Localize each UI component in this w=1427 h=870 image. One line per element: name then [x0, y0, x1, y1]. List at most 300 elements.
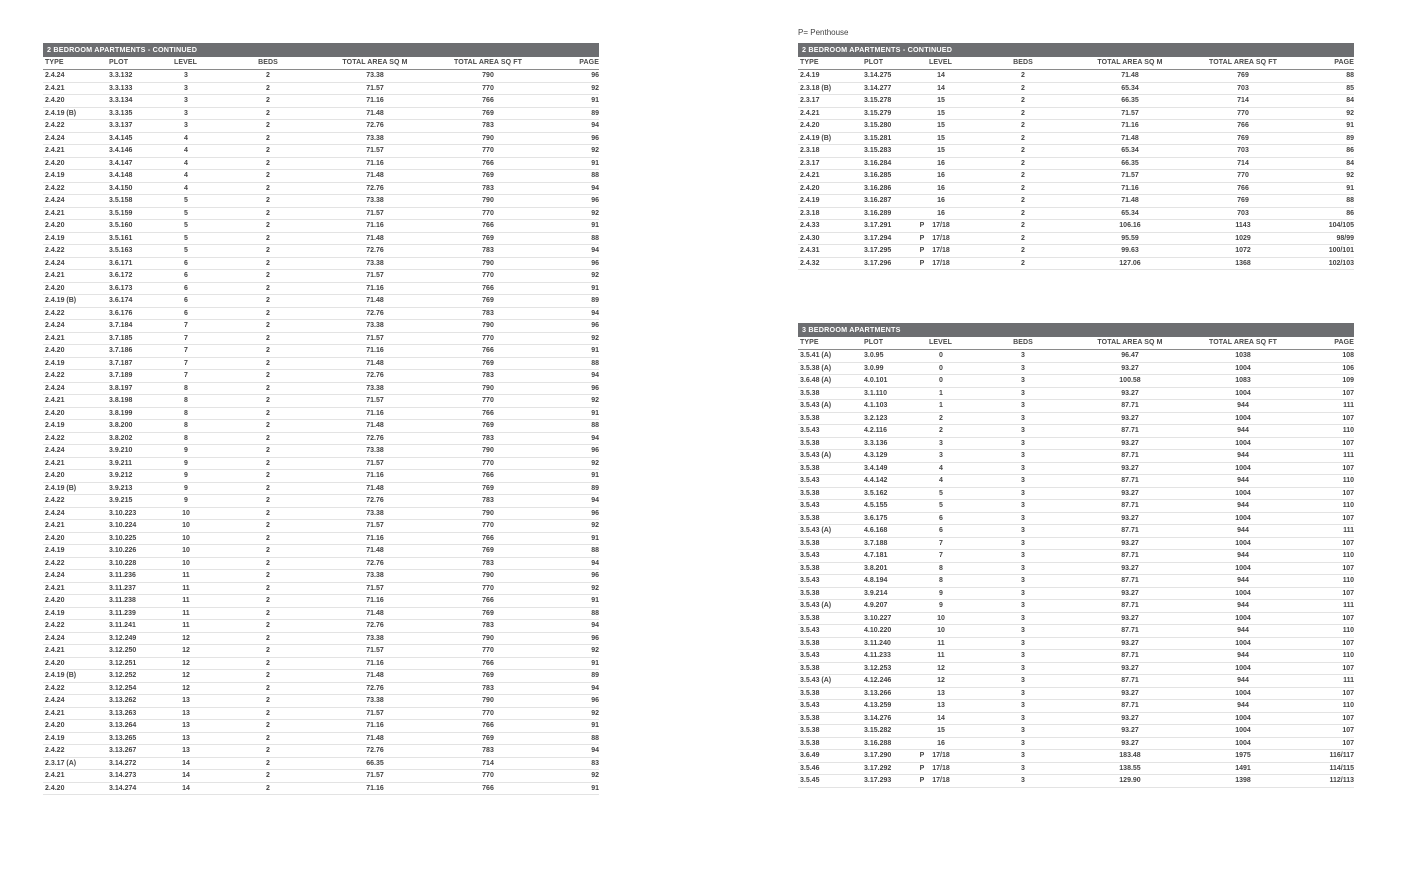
- cell-penthouse-flag: [160, 220, 174, 232]
- cell-level: 11: [182, 609, 190, 617]
- cell-beds: 3: [1021, 664, 1025, 672]
- cell-area-sqft: 783: [482, 372, 494, 379]
- table-row: [43, 558, 599, 571]
- cell-beds: 2: [266, 684, 270, 692]
- table-row: [798, 600, 1354, 613]
- cell-plot: 3.4.145: [109, 134, 133, 142]
- cell-page: 110: [1342, 552, 1354, 559]
- cell-beds: 2: [266, 147, 270, 154]
- cell-page: 107: [1342, 464, 1354, 472]
- table-row: [798, 763, 1354, 776]
- cell-page: 94: [591, 184, 599, 192]
- cell-type: 3.5.43: [800, 502, 820, 509]
- cell-area-sqft: 944: [1237, 477, 1249, 484]
- table-row: [798, 725, 1354, 738]
- cell-area-sqft: 703: [1237, 147, 1249, 154]
- cell-area-sqft: 1491: [1235, 764, 1251, 772]
- cell-area-sqft: 770: [482, 647, 494, 654]
- cell-type: 3.6.48 (A): [800, 377, 832, 384]
- cell-area-sqm: 71.48: [366, 672, 384, 679]
- cell-area-sqft: 769: [1237, 72, 1249, 79]
- table-row: [43, 295, 599, 308]
- cell-page: 94: [591, 497, 599, 504]
- cell-page: 91: [1346, 184, 1354, 192]
- cell-area-sqm: 71.57: [366, 772, 384, 779]
- cell-beds: 2: [1021, 72, 1025, 79]
- cell-plot: 3.5.163: [109, 247, 133, 254]
- cell-page: 89: [591, 297, 599, 304]
- cell-penthouse-flag: [160, 595, 174, 607]
- cell-plot: 3.12.250: [109, 647, 137, 654]
- cell-page: 96: [591, 572, 599, 579]
- cell-level: 16: [937, 159, 945, 167]
- column-header-row: [798, 337, 1354, 350]
- cell-beds: 2: [266, 772, 270, 779]
- cell-area-sqft: 714: [1237, 97, 1249, 104]
- cell-beds: 3: [1021, 602, 1025, 609]
- column-header-level: LEVEL: [929, 59, 953, 66]
- cell-page: 91: [591, 659, 599, 667]
- cell-level: 4: [939, 464, 943, 472]
- cell-penthouse-flag: [160, 470, 174, 482]
- cell-area-sqm: 73.38: [366, 72, 384, 79]
- table-row: [798, 233, 1354, 246]
- cell-beds: 2: [266, 372, 270, 379]
- cell-page: 88: [591, 422, 599, 429]
- cell-level: 14: [937, 72, 945, 79]
- cell-area-sqm: 73.38: [366, 384, 384, 392]
- cell-area-sqm: 71.57: [1121, 109, 1139, 117]
- cell-type: 2.4.19: [45, 359, 65, 367]
- cell-area-sqm: 87.71: [1121, 602, 1139, 609]
- cell-type: 2.4.19: [45, 422, 65, 429]
- cell-beds: 2: [266, 472, 270, 479]
- cell-type: 2.4.19: [800, 197, 820, 204]
- cell-type: 3.6.49: [800, 752, 820, 759]
- cell-beds: 3: [1021, 552, 1025, 559]
- cell-area-sqft: 783: [482, 559, 494, 567]
- cell-page: 92: [1346, 109, 1354, 117]
- cell-area-sqm: 93.27: [1121, 489, 1139, 497]
- cell-type: 2.4.21: [800, 172, 820, 179]
- cell-beds: 3: [1021, 439, 1025, 447]
- cell-level: 3: [184, 122, 188, 129]
- cell-type: 2.4.22: [45, 747, 65, 754]
- cell-penthouse-flag: [915, 738, 929, 750]
- cell-penthouse-flag: [915, 650, 929, 662]
- cell-beds: 3: [1021, 464, 1025, 472]
- cell-area-sqft: 770: [482, 147, 494, 154]
- cell-plot: 3.7.185: [109, 334, 133, 342]
- cell-level: 17/18: [932, 777, 950, 784]
- cell-plot: 3.10.225: [109, 534, 137, 542]
- cell-type: 2.4.20: [45, 659, 65, 667]
- cell-area-sqm: 71.48: [366, 234, 384, 242]
- table-row: [43, 208, 599, 221]
- cell-penthouse-flag: [160, 258, 174, 270]
- cell-page: 110: [1342, 702, 1354, 709]
- cell-type: 2.4.20: [45, 284, 65, 292]
- cell-beds: 2: [266, 484, 270, 492]
- cell-area-sqm: 93.27: [1121, 739, 1139, 747]
- column-header-sqft: TOTAL AREA SQ FT: [454, 59, 522, 66]
- cell-penthouse-flag: P: [919, 234, 925, 242]
- cell-area-sqm: 71.57: [366, 272, 384, 279]
- cell-type: 2.3.17: [800, 159, 820, 167]
- cell-plot: 3.4.148: [109, 172, 133, 179]
- cell-type: 2.3.18: [800, 147, 820, 154]
- cell-level: 5: [939, 489, 943, 497]
- cell-plot: 4.5.155: [864, 502, 888, 509]
- cell-beds: 2: [266, 609, 270, 617]
- table-title: 3 BEDROOM APARTMENTS: [798, 323, 1354, 337]
- cell-type: 2.4.24: [45, 572, 65, 579]
- table-row: [43, 83, 599, 96]
- table-row: [43, 470, 599, 483]
- cell-page: 88: [591, 547, 599, 554]
- cell-beds: 2: [266, 247, 270, 254]
- cell-type: 2.4.20: [45, 159, 65, 167]
- cell-page: 89: [591, 109, 599, 117]
- cell-area-sqm: 71.57: [366, 209, 384, 217]
- cell-area-sqft: 770: [1237, 172, 1249, 179]
- cell-area-sqft: 1038: [1235, 352, 1251, 359]
- table-row: [798, 220, 1354, 233]
- cell-level: 3: [939, 439, 943, 447]
- cell-level: 8: [184, 409, 188, 417]
- cell-level: 4: [939, 477, 943, 484]
- cell-type: 2.3.18 (B): [800, 84, 832, 92]
- cell-area-sqm: 72.76: [366, 747, 384, 754]
- column-header-sqm: TOTAL AREA SQ M: [1097, 59, 1163, 66]
- cell-level: 3: [184, 72, 188, 79]
- cell-plot: 3.3.132: [109, 72, 133, 79]
- table-row: [43, 233, 599, 246]
- cell-page: 96: [591, 634, 599, 642]
- cell-area-sqm: 93.27: [1121, 689, 1139, 697]
- cell-level: 2: [939, 414, 943, 422]
- cell-page: 109: [1342, 377, 1354, 384]
- cell-penthouse-flag: [915, 438, 929, 450]
- cell-area-sqft: 1072: [1235, 247, 1251, 254]
- column-header-level: LEVEL: [929, 339, 953, 346]
- cell-plot: 3.13.262: [109, 697, 137, 704]
- table-row: [798, 638, 1354, 651]
- cell-type: 2.4.21: [45, 584, 65, 592]
- cell-area-sqft: 1004: [1235, 514, 1251, 522]
- cell-area-sqm: 87.71: [1121, 677, 1139, 684]
- cell-area-sqm: 73.38: [366, 697, 384, 704]
- cell-area-sqm: 73.38: [366, 509, 384, 517]
- cell-area-sqft: 790: [482, 634, 494, 642]
- cell-page: 86: [1346, 147, 1354, 154]
- cell-type: 2.4.21: [45, 459, 65, 467]
- cell-penthouse-flag: [915, 195, 929, 207]
- cell-area-sqft: 783: [482, 184, 494, 192]
- cell-level: 11: [182, 597, 190, 604]
- cell-type: 2.4.22: [45, 684, 65, 692]
- cell-penthouse-flag: [160, 545, 174, 557]
- cell-beds: 3: [1021, 689, 1025, 697]
- cell-area-sqft: 770: [482, 584, 494, 592]
- cell-level: 17/18: [932, 247, 950, 254]
- cell-area-sqft: 770: [482, 397, 494, 404]
- column-header-sqm: TOTAL AREA SQ M: [342, 59, 408, 66]
- cell-area-sqft: 769: [482, 422, 494, 429]
- cell-area-sqm: 73.38: [366, 572, 384, 579]
- cell-plot: 3.0.95: [864, 352, 884, 359]
- cell-penthouse-flag: [160, 358, 174, 370]
- cell-penthouse-flag: [160, 745, 174, 757]
- cell-plot: 3.6.173: [109, 284, 133, 292]
- cell-beds: 2: [266, 184, 270, 192]
- cell-type: 2.4.21: [45, 84, 65, 92]
- cell-type: 2.4.20: [45, 347, 65, 354]
- cell-plot: 4.12.246: [864, 677, 892, 684]
- column-header-page: PAGE: [1334, 339, 1354, 346]
- cell-plot: 3.5.159: [109, 209, 133, 217]
- cell-penthouse-flag: [915, 463, 929, 475]
- cell-page: 110: [1342, 627, 1354, 634]
- cell-penthouse-flag: [160, 695, 174, 707]
- cell-penthouse-flag: [160, 495, 174, 507]
- cell-area-sqft: 1004: [1235, 439, 1251, 447]
- cell-page: 107: [1342, 514, 1354, 522]
- cell-plot: 3.9.211: [109, 459, 132, 467]
- table-row: [798, 170, 1354, 183]
- cell-penthouse-flag: [160, 370, 174, 382]
- cell-penthouse-flag: [160, 70, 174, 82]
- cell-penthouse-flag: [915, 588, 929, 600]
- cell-area-sqm: 72.76: [366, 622, 384, 629]
- cell-beds: 2: [266, 284, 270, 292]
- cell-area-sqft: 944: [1237, 652, 1249, 659]
- cell-plot: 3.14.277: [864, 84, 892, 92]
- table-row: [798, 425, 1354, 438]
- cell-beds: 3: [1021, 377, 1025, 384]
- cell-penthouse-flag: [160, 208, 174, 220]
- column-header-level: LEVEL: [174, 59, 198, 66]
- cell-page: 94: [591, 622, 599, 629]
- cell-page: 94: [591, 747, 599, 754]
- table-row: [43, 620, 599, 633]
- cell-page: 96: [591, 509, 599, 517]
- table-row: [43, 533, 599, 546]
- cell-type: 2.4.19 (B): [800, 134, 832, 142]
- cell-beds: 2: [266, 134, 270, 142]
- cell-penthouse-flag: [915, 183, 929, 195]
- cell-type: 2.4.20: [45, 722, 65, 729]
- cell-beds: 2: [266, 672, 270, 679]
- cell-plot: 3.14.275: [864, 72, 892, 79]
- table-row: [43, 745, 599, 758]
- cell-penthouse-flag: [160, 308, 174, 320]
- cell-area-sqm: 71.48: [366, 422, 384, 429]
- cell-penthouse-flag: [915, 133, 929, 145]
- cell-area-sqft: 766: [482, 472, 494, 479]
- cell-type: 2.4.22: [45, 247, 65, 254]
- cell-type: 2.3.17 (A): [45, 759, 77, 767]
- table-row: [43, 320, 599, 333]
- cell-type: 2.4.30: [800, 234, 820, 242]
- cell-page: 116/117: [1329, 752, 1354, 759]
- cell-area-sqft: 769: [482, 297, 494, 304]
- cell-page: 110: [1342, 477, 1354, 484]
- cell-beds: 2: [266, 509, 270, 517]
- table-title: 2 BEDROOM APARTMENTS - CONTINUED: [798, 43, 1354, 57]
- cell-beds: 3: [1021, 777, 1025, 784]
- cell-page: 107: [1342, 539, 1354, 547]
- cell-area-sqm: 71.16: [366, 534, 384, 542]
- cell-beds: 2: [1021, 147, 1025, 154]
- cell-level: 13: [937, 689, 945, 697]
- cell-area-sqft: 944: [1237, 452, 1249, 459]
- cell-area-sqft: 766: [482, 347, 494, 354]
- cell-area-sqm: 72.76: [366, 684, 384, 692]
- table-row: [43, 345, 599, 358]
- cell-plot: 3.15.278: [864, 97, 892, 104]
- cell-level: 16: [937, 184, 945, 192]
- cell-beds: 3: [1021, 402, 1025, 409]
- cell-beds: 3: [1021, 577, 1025, 584]
- cell-type: 3.5.43: [800, 577, 820, 584]
- cell-penthouse-flag: [915, 83, 929, 95]
- cell-level: 8: [939, 577, 943, 584]
- column-header-p: [915, 337, 929, 349]
- cell-area-sqft: 766: [482, 659, 494, 667]
- cell-type: 2.4.22: [45, 309, 65, 317]
- cell-beds: 2: [266, 709, 270, 717]
- cell-page: 91: [591, 784, 599, 792]
- cell-beds: 2: [1021, 84, 1025, 92]
- cell-penthouse-flag: [160, 320, 174, 332]
- cell-area-sqft: 790: [482, 447, 494, 454]
- cell-level: 15: [937, 134, 945, 142]
- cell-area-sqm: 87.71: [1121, 402, 1139, 409]
- cell-type: 2.4.19 (B): [45, 297, 77, 304]
- cell-area-sqm: 73.38: [366, 447, 384, 454]
- cell-area-sqm: 65.34: [1121, 84, 1139, 92]
- cell-plot: 4.8.194: [864, 577, 888, 584]
- cell-area-sqm: 127.06: [1119, 259, 1141, 267]
- cell-level: 13: [182, 697, 190, 704]
- cell-area-sqft: 1004: [1235, 664, 1251, 672]
- cell-beds: 3: [1021, 539, 1025, 547]
- table-row: [798, 675, 1354, 688]
- cell-page: 91: [1346, 122, 1354, 129]
- cell-plot: 3.16.287: [864, 197, 892, 204]
- cell-area-sqm: 71.57: [366, 522, 384, 529]
- cell-plot: 3.17.295: [864, 247, 892, 254]
- cell-penthouse-flag: [160, 520, 174, 532]
- cell-area-sqft: 769: [482, 234, 494, 242]
- cell-beds: 2: [1021, 234, 1025, 242]
- cell-plot: 3.3.136: [864, 439, 888, 447]
- cell-plot: 3.1.110: [864, 389, 887, 397]
- cell-area-sqft: 790: [482, 134, 494, 142]
- cell-page: 88: [591, 172, 599, 179]
- cell-beds: 2: [266, 747, 270, 754]
- cell-level: 1: [939, 402, 943, 409]
- cell-page: 91: [591, 222, 599, 229]
- cell-type: 3.5.38: [800, 514, 820, 522]
- cell-page: 94: [591, 372, 599, 379]
- cell-type: 3.5.43 (A): [800, 677, 832, 684]
- column-header-row: [798, 57, 1354, 70]
- cell-area-sqft: 769: [1237, 197, 1249, 204]
- cell-penthouse-flag: [160, 283, 174, 295]
- cell-area-sqft: 766: [482, 159, 494, 167]
- cell-type: 2.4.20: [45, 409, 65, 417]
- cell-plot: 3.8.200: [109, 422, 133, 429]
- cell-page: 107: [1342, 614, 1354, 622]
- cell-type: 2.4.22: [45, 434, 65, 442]
- cell-penthouse-flag: [160, 233, 174, 245]
- cell-type: 2.4.24: [45, 447, 65, 454]
- cell-level: 6: [939, 514, 943, 522]
- cell-plot: 3.17.292: [864, 764, 892, 772]
- cell-area-sqft: 783: [482, 684, 494, 692]
- cell-beds: 2: [266, 634, 270, 642]
- table-row: [43, 733, 599, 746]
- cell-type: 3.5.38: [800, 639, 820, 647]
- cell-area-sqft: 703: [1237, 209, 1249, 217]
- cell-plot: 4.1.103: [864, 402, 888, 409]
- cell-area-sqm: 93.27: [1121, 514, 1139, 522]
- cell-plot: 3.15.279: [864, 109, 892, 117]
- cell-penthouse-flag: [915, 500, 929, 512]
- cell-area-sqft: 770: [482, 209, 494, 217]
- cell-area-sqm: 73.38: [366, 634, 384, 642]
- cell-level: 6: [184, 309, 188, 317]
- cell-area-sqm: 71.48: [1121, 72, 1139, 79]
- cell-beds: 2: [1021, 122, 1025, 129]
- cell-area-sqft: 766: [482, 784, 494, 792]
- cell-page: 84: [1346, 159, 1354, 167]
- table-row: [798, 145, 1354, 158]
- cell-beds: 2: [266, 397, 270, 404]
- cell-type: 3.5.38: [800, 589, 820, 597]
- cell-level: 8: [184, 397, 188, 404]
- cell-area-sqm: 65.34: [1121, 147, 1139, 154]
- cell-penthouse-flag: [160, 383, 174, 395]
- cell-penthouse-flag: [160, 458, 174, 470]
- cell-area-sqft: 770: [1237, 109, 1249, 117]
- cell-type: 2.4.21: [45, 334, 65, 342]
- cell-level: 11: [937, 639, 945, 647]
- cell-area-sqft: 944: [1237, 627, 1249, 634]
- cell-area-sqm: 71.16: [366, 659, 384, 667]
- cell-level: 0: [939, 352, 943, 359]
- cell-type: 2.4.24: [45, 697, 65, 704]
- cell-type: 2.4.21: [45, 209, 65, 217]
- cell-penthouse-flag: [160, 170, 174, 182]
- cell-area-sqft: 1004: [1235, 614, 1251, 622]
- cell-page: 96: [591, 259, 599, 267]
- cell-area-sqft: 766: [482, 534, 494, 542]
- cell-type: 2.4.20: [800, 184, 820, 192]
- cell-plot: 3.16.285: [864, 172, 892, 179]
- cell-area-sqm: 96.47: [1121, 352, 1139, 359]
- cell-penthouse-flag: [915, 638, 929, 650]
- table-row: [43, 695, 599, 708]
- cell-penthouse-flag: P: [919, 259, 925, 267]
- table-row: [798, 513, 1354, 526]
- cell-area-sqm: 71.57: [366, 459, 384, 467]
- cell-type: 2.4.20: [45, 472, 65, 479]
- cell-area-sqm: 183.48: [1119, 752, 1141, 759]
- table-row: [798, 208, 1354, 221]
